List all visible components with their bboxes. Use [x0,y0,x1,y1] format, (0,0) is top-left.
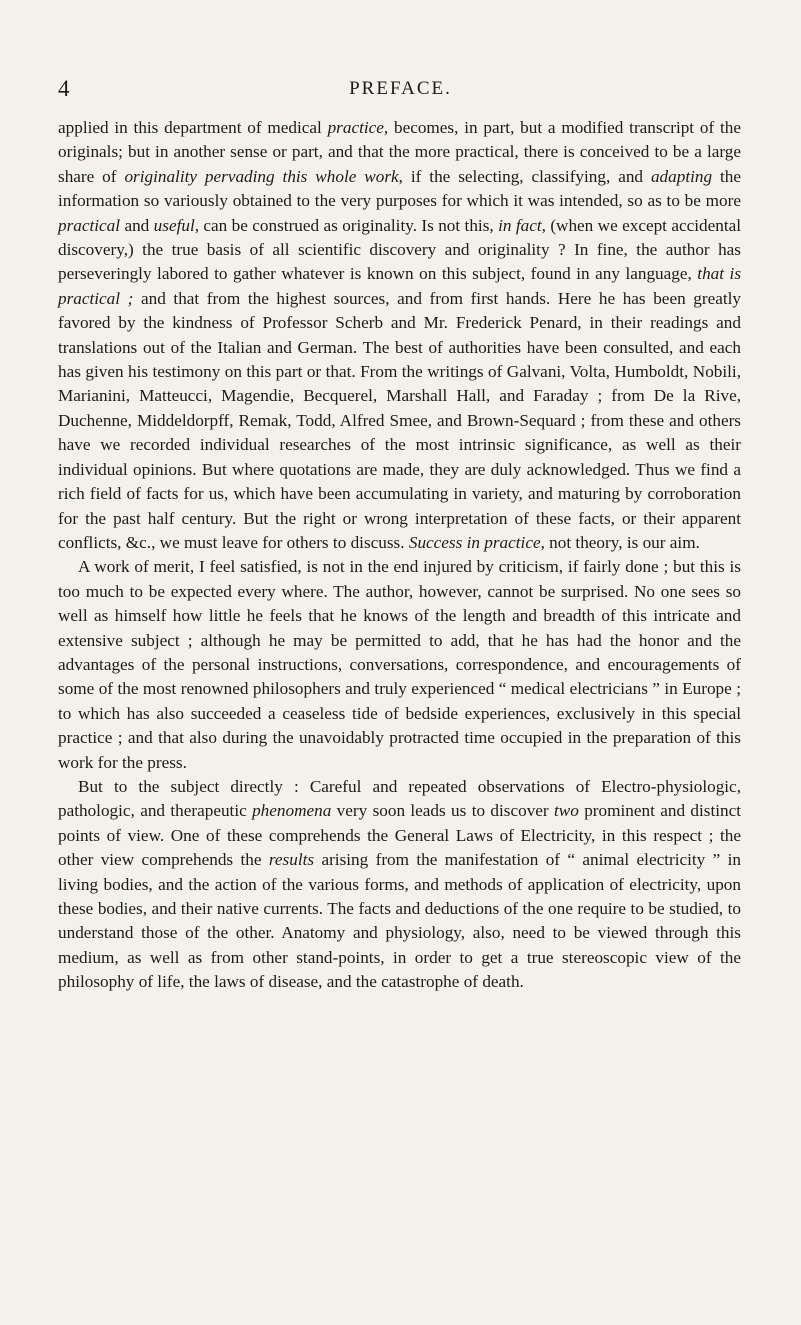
italic-run: originality pervading this whole work [124,166,399,186]
italic-run: results [268,850,315,870]
italic-run: Success in practice [408,532,541,552]
text-run: , can be construed as originality. Is not this, [194,215,499,235]
italic-run: adapting [650,166,713,186]
text-run: and [120,215,154,235]
page-header [58,76,743,106]
italic-run: phenomena [252,801,332,821]
paragraph-1 [58,116,741,555]
italic-run: that is practical ; [58,264,742,308]
text-run: A work of merit, I feel satisfied, is not in the end injured by criticism, if fairly done ; but this is too much to be expected every where. The author, however, cannot be surprised. No one sees so well as himself how little he feels that he knows of the length and breadth of this intricate and extensive subject ; although he may be permitted to add, that he has had the honor and the advantages of the personal instructions, conversations, correspondence, and encouragements of some of the most renowned philosophers and truly experienced “ medical electricians ” in Europe ; to which has also succeeded a ceaseless tide of bedside experiences, exclusively in this special practice ; and that also during the unavoidably protracted time occupied in the preparation of this work for the press. [58,557,741,772]
running-head: PREFACE. [349,78,452,99]
text-run: very soon leads us to discover [331,801,555,821]
body-text [58,116,741,995]
italic-run: useful [153,215,195,235]
paragraph-3 [58,775,741,995]
italic-run: two [554,801,579,821]
text-run: prominent and distinct points of view. One of these comprehends the General Laws of Electricity, in this respect ; the other view comprehends the [58,801,741,870]
text-run: arising from the manifestation of “ animal electricity ” in living bodies, and the action of the various forms, and methods of application of electricity, upon these bodies, and their native currents. The facts and deductions of the one require to be studied, to understand those of the other. Anatomy and physiology, also, need to be viewed through this medium, as well as from other stand-points, in order to get a true stereoscopic view of the philosophy of life, the laws of disease, and the catastrophe of death. [58,850,741,992]
italic-run: practical [58,215,121,235]
paragraph-2 [58,555,741,775]
text-run: But to the subject directly : Careful and repeated observations of Electro-physiologic, pathologic, and therapeutic [58,776,741,821]
text-run: , (when we except accidental discovery,) the true basis of all scientific discovery and originality ? In fine, the author has perseveringly labored to gather whatever is known on this subject, found in any language, [58,215,741,284]
text-run: the information so variously obtained to the very purposes for which it was intended, so as to be more [58,166,741,211]
italic-run: practice [327,118,384,137]
text-run: , not theory, is our aim. [540,532,700,552]
text-run: , if the selecting, classifying, and [398,166,651,186]
italic-run: in fact [498,215,542,235]
page-number: 4 [58,76,70,101]
text-run: and that from the highest sources, and from first hands. Here he has been greatly favored by the kindness of Professor Scherb and Mr. Frederick Penard, in their readings and translations out of the Italian and German. The best of authorities have been consulted, and each has given his testimony on this part or that. From the writings of Galvani, Volta, Humboldt, Nobili, Marianini, Matteucci, Magendie, Becquerel, Marshall Hall, and Faraday ; from De la Rive, Duchenne, Middeldorpff, Remak, Todd, Alfred Smee, and Brown-Sequard ; from these and others have we recorded individual researches of the most intrinsic significance, as well as their individual opinions. But where quotations are made, they are duly acknowledged. Thus we find a rich field of facts for us, which have been accumulating in variety, and maturing by corroboration for the past half century. But the right or wrong interpretation of these facts, or their apparent conflicts, &c., we must leave for others to discuss. [58,288,741,552]
text-run: applied in this department of medical [58,118,328,137]
text-run: , becomes, in part, but a modified transcript of the originals; but in another sense or part, and that the more practical, there is conceived to be a large share of [58,118,741,186]
